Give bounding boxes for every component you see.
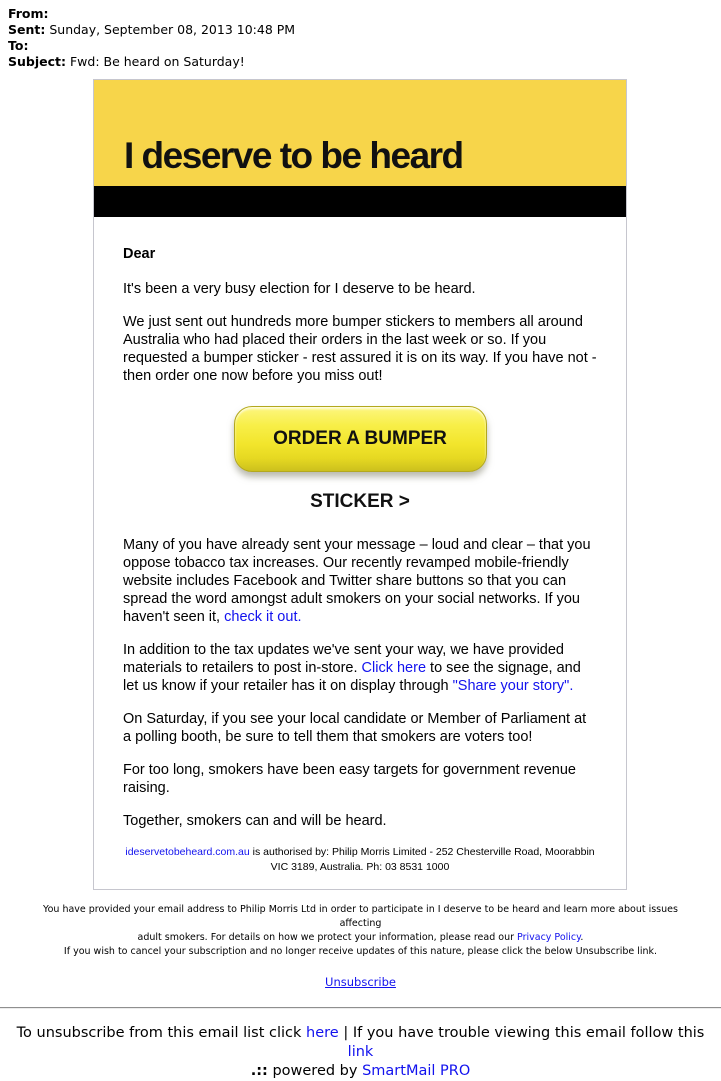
footer-unsubscribe-line — [0, 1024, 721, 1062]
paragraph-saturday: On Saturday, if you see your local candidate or Member of Parliament at a polling booth, be sure to tell them that smokers are voters too! — [123, 711, 587, 745]
mailing-list-footer — [0, 1024, 721, 1081]
authorised-line1: is authorised by: Philip Morris Limited - 252 Chesterville Road, Moorabbin — [249, 846, 595, 858]
paragraph-message-text: Many of you have already sent your message – loud and clear – that you oppose tobacco tax increases. Our recently revamped mobile-friendly website includes Facebook and Twitter share buttons so that you can spread the word amongst adult smokers on your social networks. If you haven't seen it, — [123, 537, 591, 625]
salutation: Dear — [123, 246, 156, 262]
paragraph-message — [123, 536, 597, 626]
paragraph-targets: For too long, smokers have been easy targets for government revenue raising. — [123, 762, 576, 796]
subject-label: Subject: — [8, 54, 66, 69]
campaign-banner — [94, 80, 626, 186]
fine-print-line1: You have provided your email address to Philip Morris Ltd in order to participate in I deserve to be heard and learn more about issues affecting — [43, 904, 678, 929]
button-row — [123, 406, 597, 512]
to-label: To: — [8, 38, 29, 53]
paragraph-together: Together, smokers can and will be heard. — [123, 813, 387, 829]
powered-text: powered by — [267, 1063, 363, 1079]
authorised-line2: VIC 3189, Australia. Ph: 03 8531 1000 — [270, 861, 450, 873]
unsubscribe-link[interactable]: Unsubscribe — [325, 975, 396, 989]
smartmail-pro-link[interactable]: SmartMail PRO — [362, 1063, 471, 1079]
unsubscribe-row — [0, 975, 721, 989]
paragraph-retailers-mid: to see the signage, and let us know if your retailer has it on display through — [123, 660, 581, 694]
share-your-story-link[interactable]: "Share your story". — [452, 678, 574, 694]
banner-black-bar — [94, 186, 626, 217]
from-label: From: — [8, 6, 49, 21]
fine-print-line3: If you wish to cancel your subscription and no longer receive updates of this nature, please click the below Unsubscribe link. — [63, 946, 658, 957]
powered-dots: .:: — [250, 1063, 268, 1079]
order-bumper-sticker-button[interactable]: ORDER A BUMPER STICKER > — [234, 406, 487, 472]
paragraph-stickers: We just sent out hundreds more bumper stickers to members all around Australia who had placed their orders in the last week or so. If you requested a bumper sticker - rest assured it is on its way. If you have not - then order one now before you miss out! — [123, 314, 597, 384]
paragraph-retailers-text: In addition to the tax updates we've sent your way, we have provided materials to retailers to post in-store. — [123, 642, 564, 676]
header-sent-row — [8, 22, 721, 38]
authorised-by-note — [123, 845, 597, 875]
header-from-row — [8, 6, 721, 22]
footer-middle: | If you have trouble viewing this email follow this — [338, 1025, 705, 1041]
sent-value: Sunday, September 08, 2013 10:48 PM — [49, 22, 296, 37]
email-creative — [93, 79, 627, 890]
click-here-link[interactable]: Click here — [361, 660, 427, 676]
campaign-title: I deserve to be heard — [124, 135, 463, 176]
footer-unsub-pre: To unsubscribe from this email list click — [16, 1025, 307, 1041]
paragraph-retailers — [123, 641, 597, 695]
sent-label: Sent: — [8, 22, 46, 37]
paragraph-election: It's been a very busy election for I deserve to be heard. — [123, 281, 476, 297]
header-subject-row — [8, 54, 721, 70]
fine-print — [31, 903, 691, 959]
email-header-block — [0, 0, 721, 70]
subject-value: Fwd: Be heard on Saturday! — [69, 54, 245, 69]
privacy-policy-link[interactable]: Privacy Policy — [517, 932, 581, 943]
check-it-out-link[interactable]: check it out. — [224, 609, 302, 625]
ideservetobeheard-link[interactable]: ideservetobeheard.com.au — [125, 846, 250, 858]
footer-view-link[interactable]: link — [347, 1044, 374, 1060]
fine-print-line2-end: . — [580, 932, 584, 943]
fine-print-line2: adult smokers. For details on how we protect your information, please read our — [137, 932, 518, 943]
footer-here-link[interactable]: here — [306, 1025, 339, 1041]
footer-divider — [0, 1007, 721, 1009]
powered-by-line — [0, 1062, 721, 1081]
header-to-row — [8, 38, 721, 54]
email-body — [94, 217, 626, 889]
